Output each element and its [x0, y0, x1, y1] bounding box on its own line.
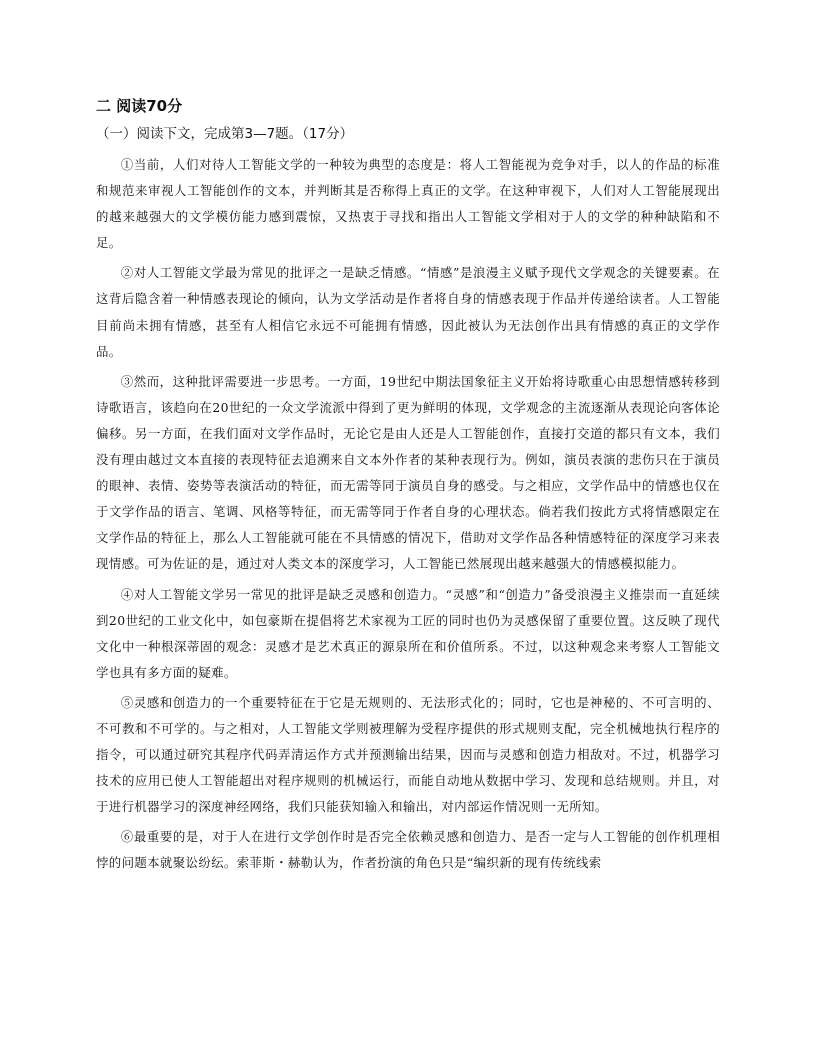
paragraph-1: ①当前，人们对待人工智能文学的一种较为典型的态度是：将人工智能视为竞争对手，以人的作品的标准和规范来审视人工智能创作的文本，并判断其是否称得上真正的文学。在这种审视下，人们对人工智能展现出的越来越强大的文学模仿能力感到震惊，又热衷于寻找和指出人工智能文学相对于人的文学的种种缺陷和不足。 — [96, 157, 720, 251]
subsection-title: （一）阅读下文，完成第3—7题。（17分） — [96, 126, 354, 142]
paragraph-5: ⑤灵感和创造力的一个重要特征在于它是无规则的、无法形式化的；同时，它也是神秘的、不可言明的、不可教和不可学的。与之相对，人工智能文学则被理解为受程序提供的形式规则支配，完全机械地执行程序的指令，可以通过研究其程序代码弄清运作方式并预测输出结果，因而与灵感和创造力相敌对。不过，机器学习技术的应用已使人工智能超出对程序规则的机械运行，而能自动地从数据中学习、发现和总结规则。并且，对于进行机器学习的深度神经网络，我们只能获知输入和输出，对内部运作情况则一无所知。 — [96, 694, 720, 815]
paragraph-3: ③然而，这种批评需要进一步思考。一方面，19世纪中期法国象征主义开始将诗歌重心由思想情感转移到诗歌语言，该趋向在20世纪的一众文学流派中得到了更为鲜明的体现，文学观念的主流逐渐从表现论向客体论偏移。另一方面，在我们面对文学作品时，无论它是由人还是人工智能创作，直接打交道的都只有文本，我们没有理由越过文本直接的表现特征去追溯来自文本外作者的某种表现行为。例如，演员表演的悲伤只在于演员的眼神、表情、姿势等表演活动的特征，而无需等同于演员自身的感受。与之相应，文学作品中的情感也仅在于文学作品的语言、笔调、风格等特征，而无需等同于作者自身的心理状态。倘若我们按此方式将情感限定在文学作品的特征上，那么人工智能就可能在不具情感的情况下，借助对文学作品各种情感特征的深度学习来表现情感。可为佐证的是，通过对人类文本的深度学习，人工智能已然展现出越来越强大的情感模拟能力。 — [96, 373, 720, 572]
paragraph-2: ②对人工智能文学最为常见的批评之一是缺乏情感。“情感”是浪漫主义赋予现代文学观念的关键要素。在这背后隐含着一种情感表现论的倾向，认为文学活动是作者将自身的情感表现于作品并传递给读者。人工智能目前尚未拥有情感，甚至有人相信它永远不可能拥有情感，因此被认为无法创作出具有情感的真正的文学作品。 — [96, 265, 720, 359]
paragraph-4: ④对人工智能文学另一常见的批评是缺乏灵感和创造力。“灵感”和“创造力”备受浪漫主义推崇而一直延续到20世纪的工业文化中，如包豪斯在提倡将艺术家视为工匠的同时也仍为灵感保留了重要位置。这反映了现代文化中一种根深蒂固的观念：灵感才是艺术真正的源泉所在和价值所系。不过，以这种观念来考察人工智能文学也具有多方面的疑难。 — [96, 586, 720, 680]
document-page — [96, 96, 720, 881]
section-title: 二 阅读70分 — [96, 97, 183, 115]
paragraph-6: ⑥最重要的是，对于人在进行文学创作时是否完全依赖灵感和创造力、是否一定与人工智能的创作机理相悖的问题本就聚讼纷纭。索菲斯・赫勒认为，作者扮演的角色只是“编织新的现有传统线索 — [96, 829, 720, 871]
